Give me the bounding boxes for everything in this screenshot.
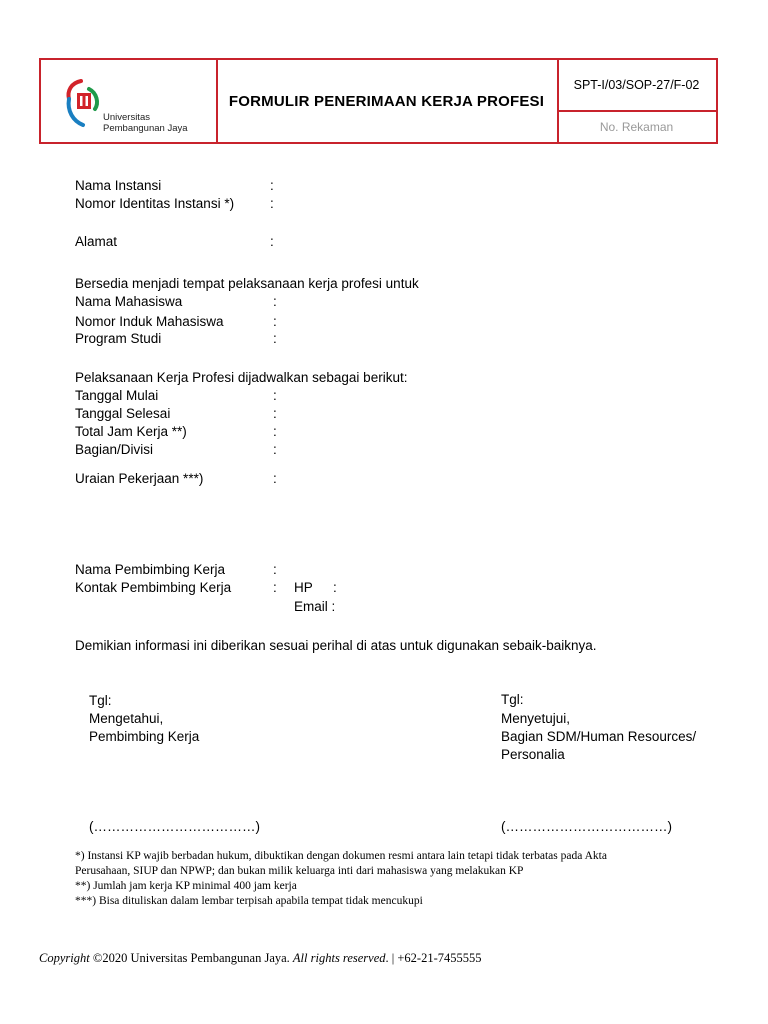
hp-colon: : [333,580,337,595]
field-colon: : [273,442,277,457]
field-label: Program Studi [75,331,162,346]
document-code: SPT-I/03/SOP-27/F-02 [557,60,716,112]
left-sign-line1: Mengetahui, [89,711,164,726]
field-label: Tanggal Mulai [75,388,159,403]
footnote-3: ***) Bisa dituliskan dalam lembar terpisah apabila tempat tidak mencukupi [75,895,423,907]
copyright-org: ©2020 Universitas Pembangunan Jaya. [89,951,293,965]
field-colon: : [273,471,277,486]
page-footer [39,951,482,966]
field-label: Nama Mahasiswa [75,294,183,309]
logo-line-2: Pembangunan Jaya [103,123,188,134]
hp-label: HP [294,580,313,595]
field-colon: : [273,424,277,439]
field-label: Uraian Pekerjaan ***) [75,471,204,486]
field-colon: : [273,388,277,403]
left-signature-blank: (………………………………) [89,819,260,834]
left-sign-date: Tgl: [89,693,112,708]
field-label: Total Jam Kerja **) [75,424,187,439]
left-sign-line2: Pembimbing Kerja [89,729,200,744]
field-colon: : [273,314,277,329]
right-sign-line2: Bagian SDM/Human Resources/ [501,729,697,744]
field-colon: : [273,562,277,577]
title-cell [216,60,559,142]
form-header [39,58,718,144]
logo-line-1: Universitas [103,112,150,123]
field-label: Nomor Induk Mahasiswa [75,314,224,329]
statement-text: Demikian informasi ini diberikan sesuai perihal di atas untuk digunakan sebaik-baiknya. [75,638,597,653]
field-label: Kontak Pembimbing Kerja [75,580,232,595]
footnote-1b: Perusahaan, SIUP dan NPWP; dan bukan milik keluarga inti dari mahasiswa yang melakukan KP [75,865,524,877]
field-label: Tanggal Selesai [75,406,171,421]
logo-wordmark [103,112,188,134]
right-signature-blank: (………………………………) [501,819,672,834]
field-colon: : [273,406,277,421]
bersedia-text: Bersedia menjadi tempat pelaksanaan kerja profesi untuk [75,276,419,291]
field-colon: : [273,294,277,309]
university-logo-icon [65,77,101,133]
contact-text: . | +62-21-7455555 [385,951,482,965]
logo-cell [41,60,218,142]
pelaksanaan-text: Pelaksanaan Kerja Profesi dijadwalkan sebagai berikut: [75,370,408,385]
footnotes [75,849,695,909]
rights-text: All rights reserved [292,951,386,965]
field-colon: : [270,196,274,211]
email-label: Email : [294,599,336,614]
footnote-1a: *) Instansi KP wajib berbadan hukum, dibuktikan dengan dokumen resmi antara lain tetapi tidak terbatas pada Akta [75,850,607,862]
field-label: Bagian/Divisi [75,442,154,457]
field-colon: : [270,178,274,193]
field-label: Alamat [75,234,118,249]
footnote-2: **) Jumlah jam kerja KP minimal 400 jam kerja [75,880,297,892]
field-label: Nama Instansi [75,178,162,193]
field-label: Nomor Identitas Instansi *) [75,196,235,211]
field-colon: : [270,234,274,249]
code-cell [557,60,716,142]
record-number: No. Rekaman [599,120,674,134]
right-sign-line1: Menyetujui, [501,711,571,726]
field-colon: : [273,580,277,595]
field-label: Nama Pembimbing Kerja [75,562,226,577]
form-title: FORMULIR PENERIMAAN KERJA PROFESI [228,92,545,110]
field-colon: : [273,331,277,346]
right-sign-date: Tgl: [501,692,524,707]
right-sign-line3: Personalia [501,747,565,762]
copyright-word: Copyright [39,951,90,965]
